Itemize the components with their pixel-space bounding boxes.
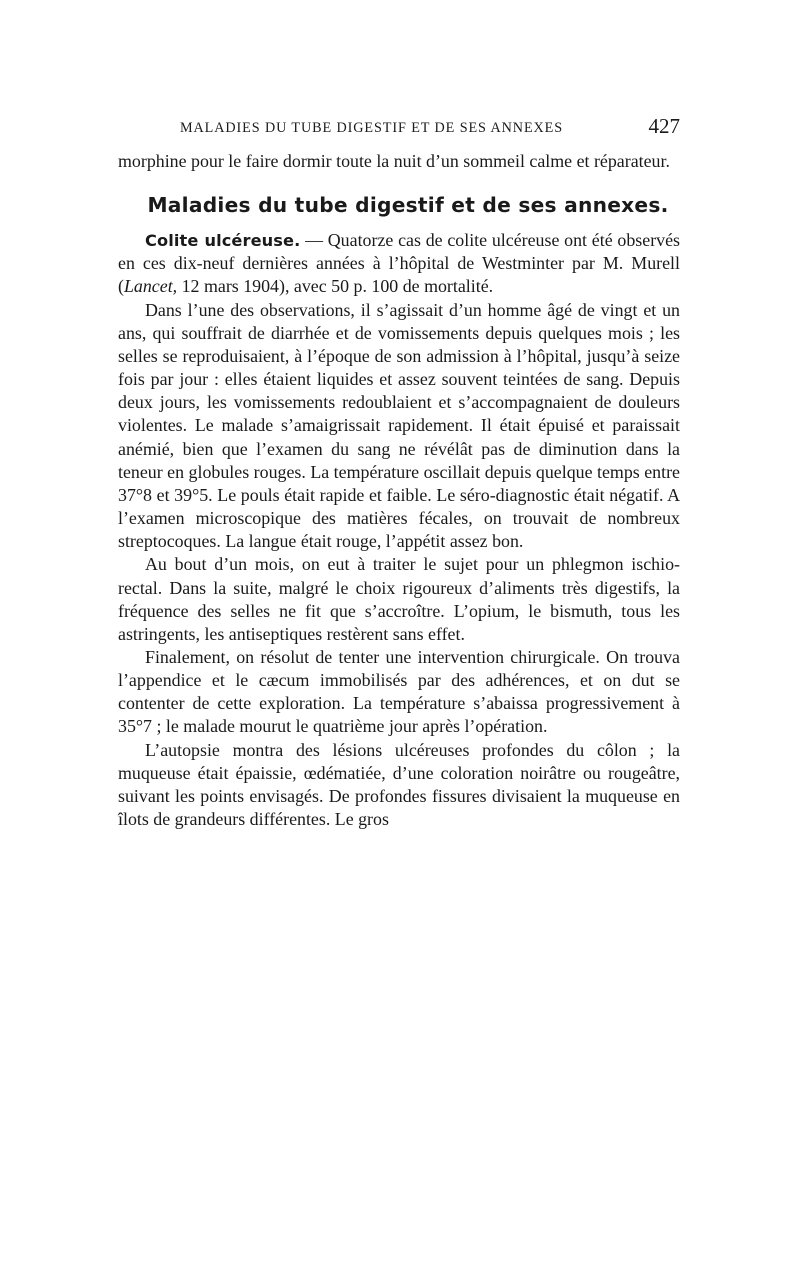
- article-title: Colite ulcéreuse.: [145, 231, 301, 251]
- intro-text-before-source: — Quatorze cas de colite ulcéreuse ont été observés en ces dix-neuf dernières années à l’hôpital de Westminter par M. Murell (: [118, 230, 681, 297]
- article-intro-paragraph: [118, 229, 680, 298]
- book-page: [118, 112, 680, 831]
- body-paragraph: L’autopsie montra des lésions ulcéreuses profondes du côlon ; la muqueuse était épaissie, œdématiée, d’une coloration noirâtre ou rougeâtre, suivant les points envisagés. De profondes fissures divisaient la muqueuse en îlots de grandeurs différentes. Le gros: [118, 739, 680, 830]
- running-head: [118, 112, 680, 140]
- running-title: MALADIES DU TUBE DIGESTIF ET DE SES ANNEXES: [180, 120, 564, 136]
- body-paragraph: Finalement, on résolut de tenter une intervention chirurgicale. On trouva l’appendice et le cæcum immobilisés par des adhérences, et on dut se contenter de cette exploration. La température s’abaissa progressivement à 35°7 ; le malade mourut le quatrième jour après l’opération.: [118, 646, 680, 737]
- source-citation: Lancet,: [123, 276, 178, 297]
- intro-text-after-source: 12 mars 1904), avec 50 p. 100 de mortalité.: [177, 276, 494, 297]
- body-paragraph: Dans l’une des observations, il s’agissait d’un homme âgé de vingt et un ans, qui souffrait de diarrhée et de vomissements depuis quelques mois ; les selles se reproduisaient, à l’époque de son admission à l’hôpital, jusqu’à seize fois par jour : elles étaient liquides et assez souvent teintées de sang. Depuis deux jours, les vomissements redoublaient et s’accompagnaient de douleurs violentes. Le malade s’amaigrissait rapidement. Il était épuisé et paraissait anémié, bien que l’examen du sang ne révélât pas de diminution dans la teneur en globules rouges. La température oscillait depuis quelque temps entre 37°8 et 39°5. Le pouls était rapide et faible. Le séro-diagnostic était négatif. A l’examen microscopique des matières fécales, on trouvait de nombreux streptocoques. La langue était rouge, l’appétit assez bon.: [118, 299, 680, 552]
- continuation-paragraph: morphine pour le faire dormir toute la nuit d’un sommeil calme et réparateur.: [118, 151, 670, 171]
- page-number: 427: [648, 114, 680, 138]
- section-heading: Maladies du tube digestif et de ses annexes.: [147, 193, 669, 218]
- body-paragraph: Au bout d’un mois, on eut à traiter le sujet pour un phlegmon ischio-rectal. Dans la suite, malgré le choix rigoureux d’aliments très digestifs, la fréquence des selles ne fit que s’accroître. L’opium, le bismuth, tous les astringents, les antiseptiques restèrent sans effet.: [118, 554, 680, 644]
